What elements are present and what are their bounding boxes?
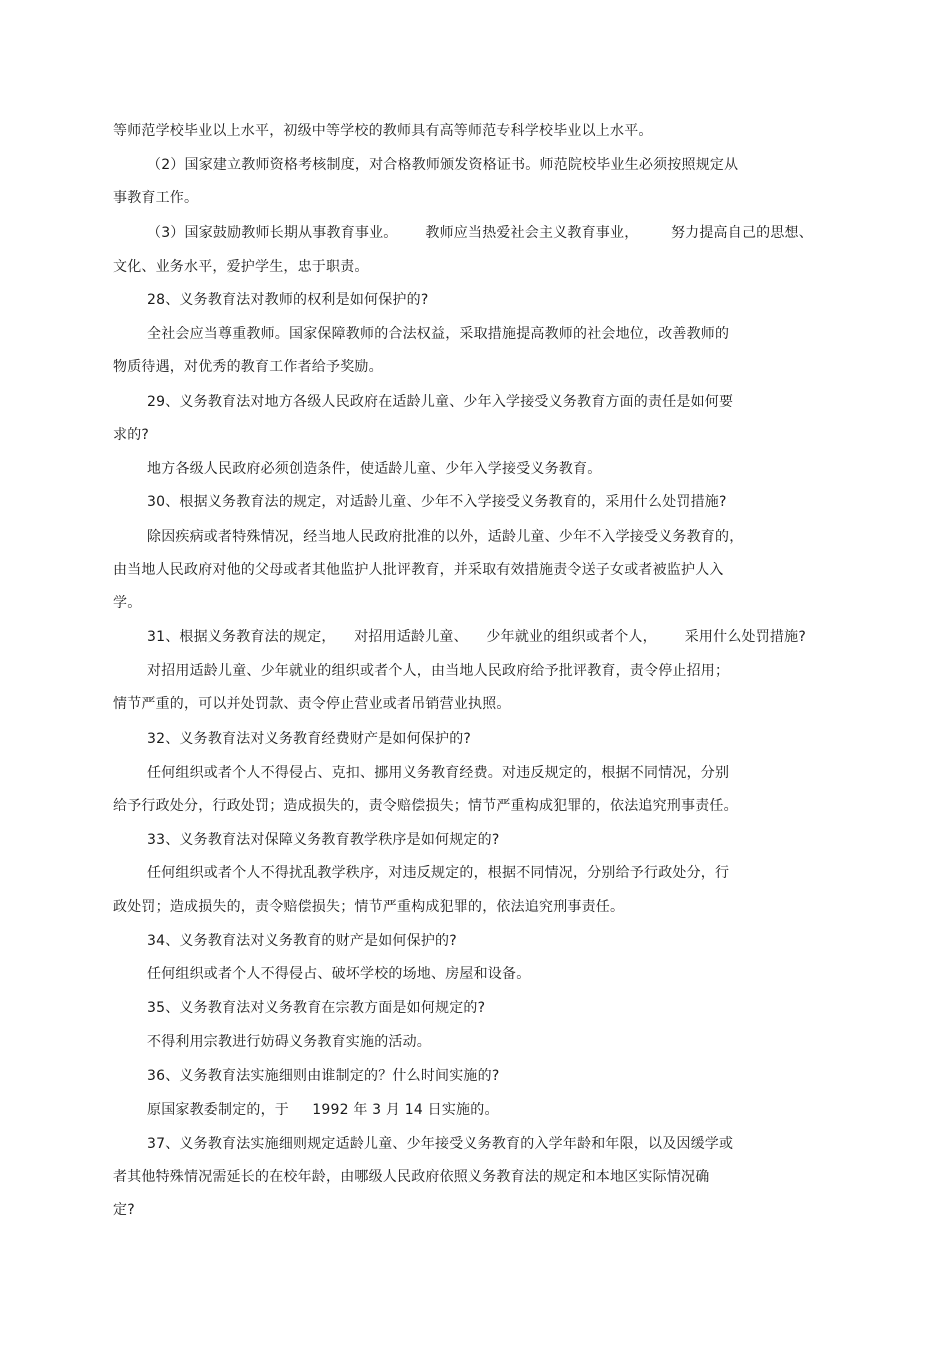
text-line: 政处罚；造成损失的，责令赔偿损失；情节严重构成犯罪的，依法追究刑事责任。 (113, 899, 625, 915)
text-line: （3）国家鼓励教师长期从事教育事业。 教师应当热爱社会主义教育事业， 努力提高自己的思想、 (147, 225, 813, 241)
question-heading: 31、根据义务教育法的规定， 对招用适龄儿童、 少年就业的组织或者个人， 采用什么处罚措施? (147, 629, 806, 645)
question-heading: 34、义务教育法对义务教育的财产是如何保护的? (147, 933, 457, 949)
question-heading: 28、义务教育法对教师的权利是如何保护的? (147, 292, 429, 308)
text-line: 除因疾病或者特殊情况，经当地人民政府批准的以外，适龄儿童、少年不入学接受义务教育的， (147, 529, 744, 545)
question-heading: 33、义务教育法对保障义务教育教学秩序是如何规定的? (147, 832, 500, 848)
text-line: 文化、业务水平，爱护学生，忠于职责。 (113, 259, 369, 275)
text-line: 由当地人民政府对他的父母或者其他监护人批评教育，并采取有效措施责令送子女或者被监护人入 (113, 562, 724, 578)
text-line: 任何组织或者个人不得扰乱教学秩序，对违反规定的，根据不同情况，分别给予行政处分，行 (147, 865, 730, 881)
text-line: 任何组织或者个人不得侵占、克扣、挪用义务教育经费。对违反规定的，根据不同情况，分别 (147, 765, 730, 781)
text-line: 任何组织或者个人不得侵占、破坏学校的场地、房屋和设备。 (147, 966, 531, 982)
text-line: 不得利用宗教进行妨碍义务教育实施的活动。 (147, 1034, 431, 1050)
question-heading: 29、义务教育法对地方各级人民政府在适龄儿童、少年入学接受义务教育方面的责任是如何要 (147, 394, 734, 410)
question-heading: 37、义务教育法实施细则规定适龄儿童、少年接受义务教育的入学年龄和年限，以及因缓学或 (147, 1136, 734, 1152)
question-heading: 32、义务教育法对义务教育经费财产是如何保护的? (147, 731, 472, 747)
text-line: 情节严重的，可以并处罚款、责令停止营业或者吊销营业执照。 (113, 696, 511, 712)
text-line: 对招用适龄儿童、少年就业的组织或者个人，由当地人民政府给予批评教育，责令停止招用； (147, 663, 730, 679)
question-heading: 求的? (113, 427, 150, 443)
text-line: 原国家教委制定的，于 1992 年 3 月 14 日实施的。 (147, 1102, 499, 1118)
text-line: （2）国家建立教师资格考核制度，对合格教师颁发资格证书。师范院校毕业生必须按照规定从 (147, 157, 739, 173)
text-line: 给予行政处分，行政处罚；造成损失的，责令赔偿损失；情节严重构成犯罪的，依法追究刑事责任。 (113, 798, 738, 814)
text-line: 者其他特殊情况需延长的在校年龄，由哪级人民政府依照义务教育法的规定和本地区实际情况确 (113, 1169, 710, 1185)
text-line: 等师范学校毕业以上水平，初级中等学校的教师具有高等师范专科学校毕业以上水平。 (113, 123, 653, 139)
question-heading: 36、义务教育法实施细则由谁制定的？什么时间实施的? (147, 1068, 500, 1084)
text-line: 事教育工作。 (113, 190, 199, 206)
question-heading: 30、根据义务教育法的规定，对适龄儿童、少年不入学接受义务教育的，采用什么处罚措施? (147, 494, 727, 510)
text-line: 物质待遇，对优秀的教育工作者给予奖励。 (113, 359, 383, 375)
text-line: 地方各级人民政府必须创造条件，使适龄儿童、少年入学接受义务教育。 (147, 461, 602, 477)
text-line: 学。 (113, 595, 142, 611)
text-line: 全社会应当尊重教师。国家保障教师的合法权益，采取措施提高教师的社会地位，改善教师的 (147, 326, 730, 342)
question-heading: 35、义务教育法对义务教育在宗教方面是如何规定的? (147, 1000, 486, 1016)
text-line: 定? (113, 1202, 135, 1218)
